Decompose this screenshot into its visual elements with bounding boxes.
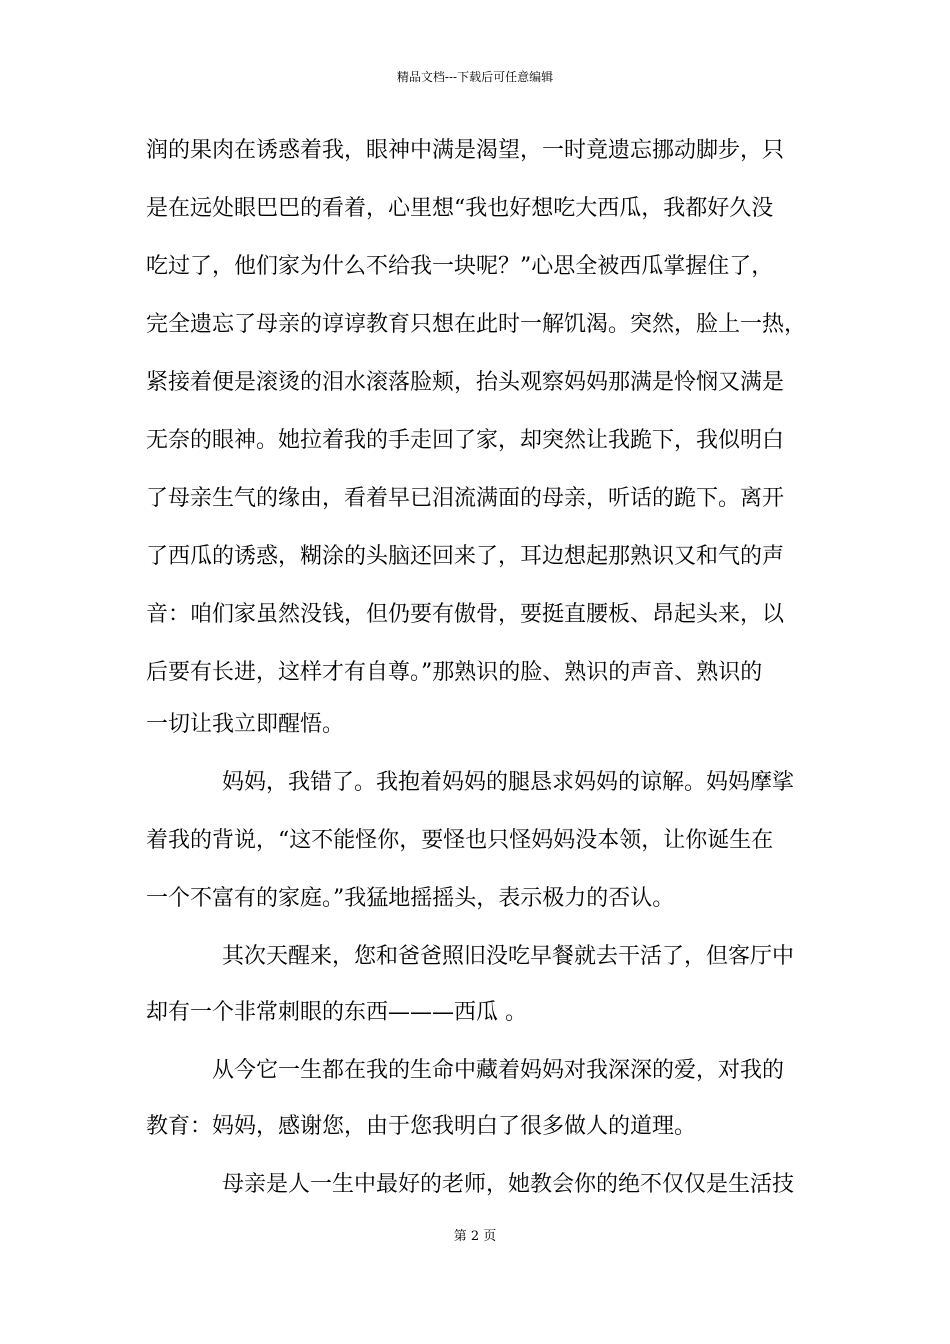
body-line: 是在远处眼巴巴的看着，心里想“我也好想吃大西瓜，我都好久没 xyxy=(146,196,774,221)
body-line: 吃过了，他们家为什么不给我一块呢？”心思全被西瓜掌握住了， xyxy=(146,254,774,279)
body-line: 着我的背说，“这不能怪你，要怪也只怪妈妈没本领，让你诞生在 xyxy=(146,828,774,853)
body-line: 音：咱们家虽然没钱，但仍要有傲骨，要挺直腰板、昂起头来，以 xyxy=(146,602,785,627)
paragraph-start-line: 母亲是人一生中最好的老师，她教会你的绝不仅仅是生活技 xyxy=(222,1172,795,1197)
body-line: 教育：妈妈，感谢您，由于您我明白了很多做人的道理。 xyxy=(146,1114,697,1139)
paragraph-start-line: 妈妈，我错了。我抱着妈妈的腿恳求妈妈的谅解。妈妈摩挲 xyxy=(222,770,795,795)
body-line: 却有一个非常刺眼的东西———西瓜 。 xyxy=(146,1000,527,1025)
paragraph-start-line: 其次天醒来，您和爸爸照旧没吃早餐就去干活了，但客厅中 xyxy=(222,944,795,969)
body-line: 无奈的眼神。她拉着我的手走回了家，却突然让我跪下，我似明白 xyxy=(146,428,785,453)
body-line: 完全遗忘了母亲的谆谆教育只想在此时一解饥渴。突然，脸上一热， xyxy=(146,312,807,337)
body-line: 紧接着便是滚烫的泪水滚落脸颊，抬头观察妈妈那满是怜悯又满是 xyxy=(146,370,785,395)
body-line: 一切让我立即醒悟。 xyxy=(146,712,345,737)
body-line: 一个不富有的家庭。”我猛地摇摇头，表示极力的否认。 xyxy=(146,886,675,911)
body-line: 润的果肉在诱惑着我，眼神中满是渴望，一时竟遗忘挪动脚步，只 xyxy=(146,138,785,163)
paragraph-start-line: 从今它一生都在我的生命中藏着妈妈对我深深的爱，对我的 xyxy=(212,1058,785,1083)
page-number: 第 2 页 xyxy=(453,1229,497,1244)
body-line: 了母亲生气的缘由，看着早已泪流满面的母亲，听话的跪下。离开 xyxy=(146,486,785,511)
page-header: 精品文档---下载后可任意编辑 xyxy=(396,70,554,84)
body-line: 了西瓜的诱惑，糊涂的头脑还回来了，耳边想起那熟识又和气的声 xyxy=(146,544,785,569)
body-line: 后要有长进，这样才有自尊。”那熟识的脸、熟识的声音、熟识的 xyxy=(146,660,763,685)
